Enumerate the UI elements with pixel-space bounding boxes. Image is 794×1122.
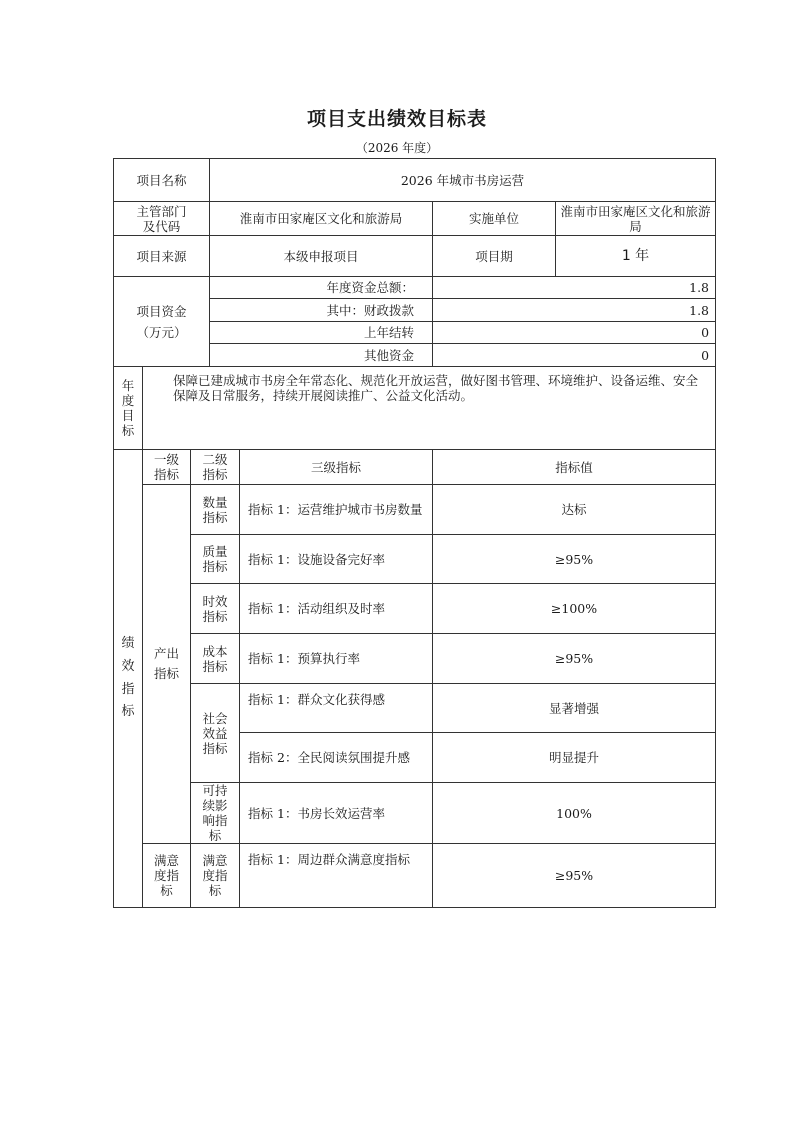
fund-row-value: 1.8 xyxy=(433,277,716,299)
indicator-name: 指标 1：书房长效运营率 xyxy=(240,783,433,844)
level2-sustainable: 可持 续影 响指 标 xyxy=(191,783,240,844)
indicator-value: ≥95% xyxy=(433,535,716,584)
indicator-name: 指标 2：全民阅读氛围提升感 xyxy=(240,733,433,783)
row-indicator-social-1 xyxy=(114,684,716,733)
indicators-section-label: 绩 效 指 标 xyxy=(114,450,143,908)
project-name-label: 项目名称 xyxy=(114,159,210,202)
goal-label: 年 度 目 标 xyxy=(114,367,143,450)
indicator-value: ≥95% xyxy=(433,634,716,684)
row-indicator-satisfaction xyxy=(114,844,716,908)
level2-quality: 质量 指标 xyxy=(191,535,240,584)
funds-label-line-2: （万元） xyxy=(136,324,187,340)
fund-row-label: 其中：财政拨款 xyxy=(210,299,433,322)
indicator-name: 指标 1：预算执行率 xyxy=(240,634,433,684)
dept-label xyxy=(114,202,210,236)
fund-row-value: 1.8 xyxy=(433,299,716,322)
fund-row-label: 年度资金总额： xyxy=(210,277,433,299)
row-indicator-timeliness xyxy=(114,584,716,634)
performance-goal-table xyxy=(113,158,716,908)
funds-label-line-1: 项目资金 xyxy=(136,303,187,319)
fund-row-label: 上年结转 xyxy=(210,322,433,344)
fund-row-value: 0 xyxy=(433,322,716,344)
indicator-value: 达标 xyxy=(433,485,716,535)
indicator-value: ≥100% xyxy=(433,584,716,634)
goal-text: 保障已建成城市书房全年常态化、规范化开放运营，做好图书管理、环境维护、设备运维、安全保障及日常服务，持续开展阅读推广、公益文化活动。 xyxy=(143,367,716,450)
row-indicator-cost xyxy=(114,634,716,684)
indicator-name: 指标 1：设施设备完好率 xyxy=(240,535,433,584)
impl-label: 实施单位 xyxy=(433,202,556,236)
dept-value: 淮南市田家庵区文化和旅游局 xyxy=(210,202,433,236)
level2-social-benefit: 社会 效益 指标 xyxy=(191,684,240,783)
header-level3: 三级指标 xyxy=(240,450,433,485)
indicator-value: 显著增强 xyxy=(433,684,716,733)
indicator-name: 指标 1：群众文化获得感 xyxy=(240,684,433,733)
row-annual-goal xyxy=(114,367,716,450)
row-indicator-quantity xyxy=(114,485,716,535)
indicator-value: 100% xyxy=(433,783,716,844)
period-label: 项目期 xyxy=(433,236,556,277)
indicator-value: ≥95% xyxy=(433,844,716,908)
indicator-name: 指标 1：运营维护城市书房数量 xyxy=(240,485,433,535)
level2-cost: 成本 指标 xyxy=(191,634,240,684)
dept-label-line-2: 及代码 xyxy=(142,218,181,234)
funds-label xyxy=(114,277,210,367)
level1-satisfaction: 满意 度指 标 xyxy=(143,844,191,908)
row-indicator-sustainable xyxy=(114,783,716,844)
level2-timeliness: 时效 指标 xyxy=(191,584,240,634)
row-indicator-quality xyxy=(114,535,716,584)
row-department xyxy=(114,202,716,236)
indicator-value: 明显提升 xyxy=(433,733,716,783)
row-source xyxy=(114,236,716,277)
indicator-name: 指标 1：周边群众满意度指标 xyxy=(240,844,433,908)
period-value: 1 年 xyxy=(556,236,716,277)
dept-label-line-1: 主管部门 xyxy=(136,203,187,219)
row-indicator-header xyxy=(114,450,716,485)
impl-value: 淮南市田家庵区文化和旅游局 xyxy=(556,202,716,236)
indicator-name: 指标 1：活动组织及时率 xyxy=(240,584,433,634)
fund-row-value: 0 xyxy=(433,344,716,367)
source-value: 本级申报项目 xyxy=(210,236,433,277)
output-indicator-label: 产出 指标 xyxy=(143,485,191,844)
row-fund-total xyxy=(114,277,716,299)
source-label: 项目来源 xyxy=(114,236,210,277)
page-subtitle: （2026 年度） xyxy=(355,141,439,155)
header-level2: 二级 指标 xyxy=(191,450,240,485)
page-title: 项目支出绩效目标表 xyxy=(306,108,487,130)
project-name-value: 2026 年城市书房运营 xyxy=(210,159,716,202)
fund-row-label: 其他资金 xyxy=(210,344,433,367)
level2-quantity: 数量 指标 xyxy=(191,485,240,535)
header-value: 指标值 xyxy=(433,450,716,485)
row-project-name xyxy=(114,159,716,202)
level2-satisfaction: 满意 度指 标 xyxy=(191,844,240,908)
header-level1: 一级 指标 xyxy=(143,450,191,485)
